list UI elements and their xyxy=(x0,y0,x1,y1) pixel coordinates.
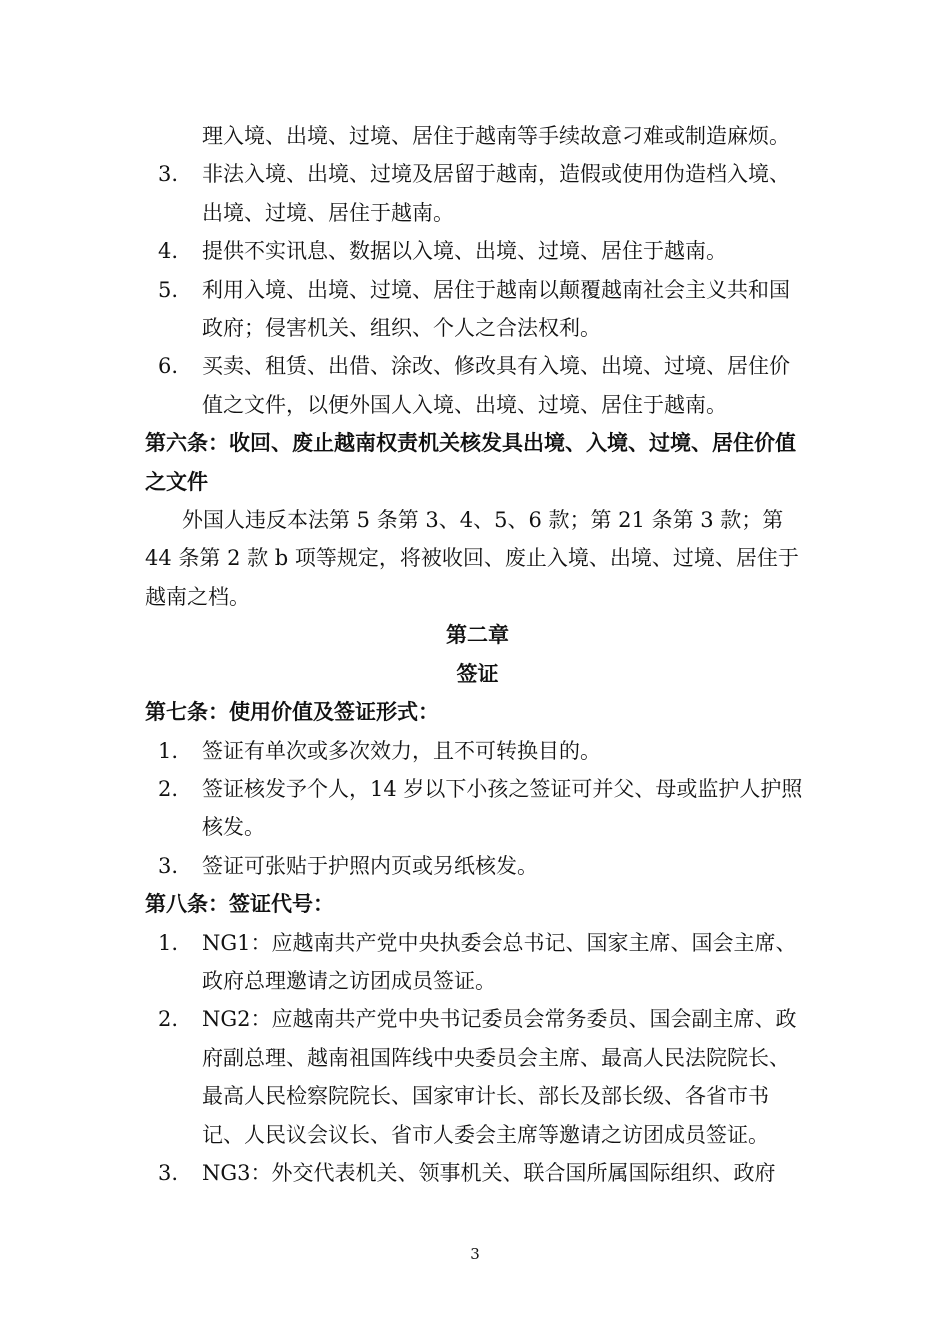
list-number: 3. xyxy=(158,1160,179,1185)
list-item xyxy=(145,1000,810,1154)
list-item xyxy=(145,1154,810,1192)
list-text: 买卖、租赁、出借、涂改、修改具有入境、出境、过境、居住价值之文件，以便外国人入境、出境、过境、居住于越南。 xyxy=(202,354,790,417)
list-number: 1. xyxy=(158,930,179,955)
list-number: 3. xyxy=(158,853,179,878)
list-item xyxy=(145,347,810,424)
list-item xyxy=(145,155,810,232)
list-number: 3. xyxy=(158,162,179,187)
list-text: 签证可张贴于护照内页或另纸核发。 xyxy=(202,853,538,878)
article-heading: 第七条：使用价值及签证形式： xyxy=(145,699,439,725)
list-number: 1. xyxy=(158,738,179,763)
list-number: 6. xyxy=(158,354,179,379)
list-text: 利用入境、出境、过境、居住于越南以颠覆越南社会主义共和国政府；侵害机关、组织、个人之合法权利。 xyxy=(202,277,790,341)
page-number: 3 xyxy=(470,1245,480,1263)
continued-paragraph: 理入境、出境、过境、居住于越南等手续故意刁难或制造麻烦。 xyxy=(202,124,790,148)
list-text: NG3：外交代表机关、领事机关、联合国所属国际组织、政府 xyxy=(202,1160,776,1185)
article-body: 外国人违反本法第 5 条第 3、4、5、6 款；第 21 条第 3 款；第 44 条第 2 款 b 项等规定，将被收回、废止入境、出境、过境、居住于越南之档。 xyxy=(145,508,799,609)
list-number: 2. xyxy=(158,776,179,801)
list-text: 签证有单次或多次效力，且不可转换目的。 xyxy=(202,738,601,763)
list-item xyxy=(145,232,810,270)
article-heading: 第六条：收回、废止越南权责机关核发具出境、入境、过境、居住价值之文件 xyxy=(145,430,796,494)
list-item xyxy=(145,732,810,770)
list-text: 签证核发予个人，14 岁以下小孩之签证可并父、母或监护人护照核发。 xyxy=(202,776,803,840)
list-text: NG2：应越南共产党中央书记委员会常务委员、国会副主席、政府副总理、越南祖国阵线中央委员会主席、最高人民法院院长、最高人民检察院院长、国家审计长、部长及部长级、各省市书记、人民议会议长、省市人委会主席等邀请之访团成员签证。 xyxy=(202,1007,797,1147)
list-text: 提供不实讯息、数据以入境、出境、过境、居住于越南。 xyxy=(202,239,727,264)
list-item xyxy=(145,847,810,885)
list-item xyxy=(145,924,810,1001)
list-item xyxy=(145,770,810,847)
chapter-number: 第二章 xyxy=(446,622,509,648)
list-text: NG1：应越南共产党中央执委会总书记、国家主席、国会主席、政府总理邀请之访团成员签证。 xyxy=(202,930,797,993)
list-number: 4. xyxy=(158,239,179,264)
list-number: 2. xyxy=(158,1007,179,1032)
list-text: 非法入境、出境、过境及居留于越南，造假或使用伪造档入境、出境、过境、居住于越南。 xyxy=(202,162,790,225)
article-heading: 第八条：签证代号： xyxy=(145,891,334,917)
list-item xyxy=(145,271,810,348)
page-content xyxy=(145,117,810,1192)
list-number: 5. xyxy=(158,277,179,302)
chapter-title: 签证 xyxy=(456,660,499,686)
